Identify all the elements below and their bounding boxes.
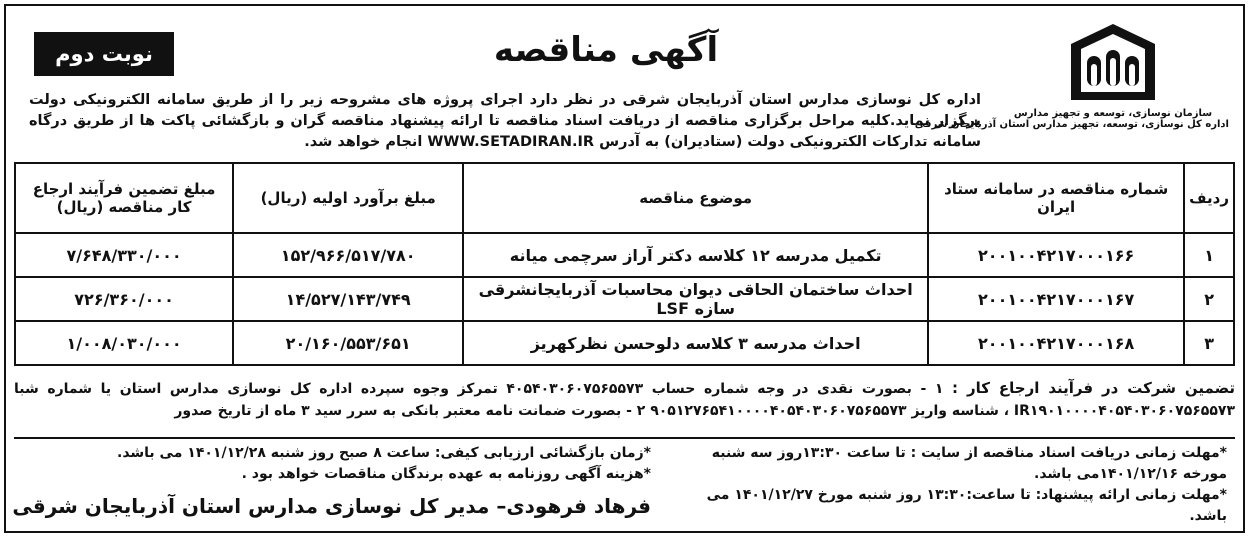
org-name: سازمان نوسازی، توسعه و تجهیز مدارس — [1013, 108, 1213, 119]
cell-guarantee: ۱/۰۰۸/۰۳۰/۰۰۰ — [15, 321, 233, 365]
cell-subject: احداث ساختمان الحاقی دیوان محاسبات آذربایجانشرقی سازه LSF — [463, 277, 928, 321]
opening-info — [26, 443, 651, 485]
table-row — [15, 277, 1234, 321]
tender-table — [14, 162, 1235, 366]
document-deadline: *مهلت زمانی دریافت اسناد مناقصه از سایت : تا ساعت ۱۳:۳۰روز سه شنبه مورخه ۱۴۰۱/۱۲/۱۶می باشد. — [711, 445, 1227, 482]
bid-deadline: *مهلت زمانی ارائه پیشنهاد: تا ساعت:۱۳:۳۰ روز شنبه مورخ ۱۴۰۱/۱۲/۲۷ می باشد. — [706, 487, 1227, 524]
table-row — [15, 321, 1234, 365]
cell-tender-code: ۲۰۰۱۰۰۴۲۱۷۰۰۰۱۶۸ — [928, 321, 1184, 365]
deadlines — [667, 443, 1227, 527]
cell-subject: تکمیل مدرسه ۱۲ کلاسه دکتر آراز سرچمی میانه — [463, 233, 928, 277]
table-header-row — [15, 163, 1234, 233]
setadiran-link[interactable]: WWW.SETADIRAN.IR — [427, 134, 595, 150]
header-tender-code: شماره مناقصه در سامانه ستاد ایران — [928, 163, 1184, 233]
tender-notice — [4, 4, 1245, 533]
cell-row-number: ۱ — [1184, 233, 1234, 277]
header-estimate: مبلغ برآورد اولیه (ریال) — [233, 163, 463, 233]
guarantee-lead: تضمین شرکت در فرآیند ارجاع کار : — [952, 379, 1235, 397]
round-badge: نوبت دوم — [34, 32, 174, 76]
ad-cost-note: *هزینه آگهی روزنامه به عهده برندگان مناقصات خواهد بود . — [241, 466, 651, 482]
header-guarantee: مبلغ تضمین فرآیند ارجاع کار مناقصه (ریال) — [15, 163, 233, 233]
cell-guarantee: ۷۲۶/۳۶۰/۰۰۰ — [15, 277, 233, 321]
notice-title: آگهی مناقصه — [493, 30, 719, 70]
signature: فرهاد فرهودی– مدیر کل نوسازی مدارس استان آذربایجان شرقی — [12, 494, 651, 518]
intro-tail: انجام خواهد شد. — [304, 134, 423, 150]
org-department: اداره کل نوسازی، توسعه، تجهیز مدارس استان آذربایجان شرقی — [914, 119, 1229, 130]
cell-tender-code: ۲۰۰۱۰۰۴۲۱۷۰۰۰۱۶۷ — [928, 277, 1184, 321]
header-row-number: ردیف — [1184, 163, 1234, 233]
cell-estimate: ۱۵۲/۹۶۶/۵۱۷/۷۸۰ — [233, 233, 463, 277]
header-subject: موضوع مناقصه — [463, 163, 928, 233]
org-logo — [914, 20, 1229, 130]
cell-estimate: ۲۰/۱۶۰/۵۵۳/۶۵۱ — [233, 321, 463, 365]
cell-row-number: ۳ — [1184, 321, 1234, 365]
table-row — [15, 233, 1234, 277]
cell-estimate: ۱۴/۵۲۷/۱۴۳/۷۴۹ — [233, 277, 463, 321]
school-building-icon — [1065, 20, 1161, 104]
intro-text: اداره کل نوسازی مدارس استان آذربایجان شرقی در نظر دارد اجرای پروژه های مشروحه زیر را از طریق سامانه الکترونیکی دولت برگزار نماید.کلیه مراحل برگزاری مناقصه از دریافت اسناد مناقصه تا ارائه پیشنهاد مناقصه گران و بازگشائی پاکت ها از طریق درگاه سامانه تدارکات الکترونیکی دولت (ستادیران) به آدرس — [29, 92, 981, 150]
cell-row-number: ۲ — [1184, 277, 1234, 321]
opening-time: *زمان بازگشائی ارزیابی کیفی: ساعت ۸ صبح روز شنبه ۱۴۰۱/۱۲/۲۸ می باشد. — [117, 445, 651, 461]
cell-subject: احداث مدرسه ۳ کلاسه دلوحسن نظرکهریز — [463, 321, 928, 365]
guarantee-text: ۱ - بصورت نقدی در وجه شماره حساب ۴۰۵۴۰۳۰۶۰۷۵۶۵۵۷۳ تمرکز وجوه سپرده اداره کل نوسازی مدارس استان یا شماره شبا IR۱۹۰۱۰۰۰۰۴۰۵۴۰۳۰۶۰۷۵۶۵۵۷۳ ، شناسه واریز ۹۰۵۱۲۷۶۵۴۱۰۰۰۰۴۰۵۴۰۳۰۶۰۷۵۶۵۵۷۳ ۲ - بصورت ضمانت نامه معتبر بانکی به سرر سید ۳ ماه از تاریخ صدور — [14, 381, 1235, 419]
cell-guarantee: ۷/۶۴۸/۳۳۰/۰۰۰ — [15, 233, 233, 277]
intro-paragraph — [29, 90, 981, 153]
section-divider — [14, 437, 1235, 439]
cell-tender-code: ۲۰۰۱۰۰۴۲۱۷۰۰۰۱۶۶ — [928, 233, 1184, 277]
guarantee-note — [14, 377, 1235, 422]
